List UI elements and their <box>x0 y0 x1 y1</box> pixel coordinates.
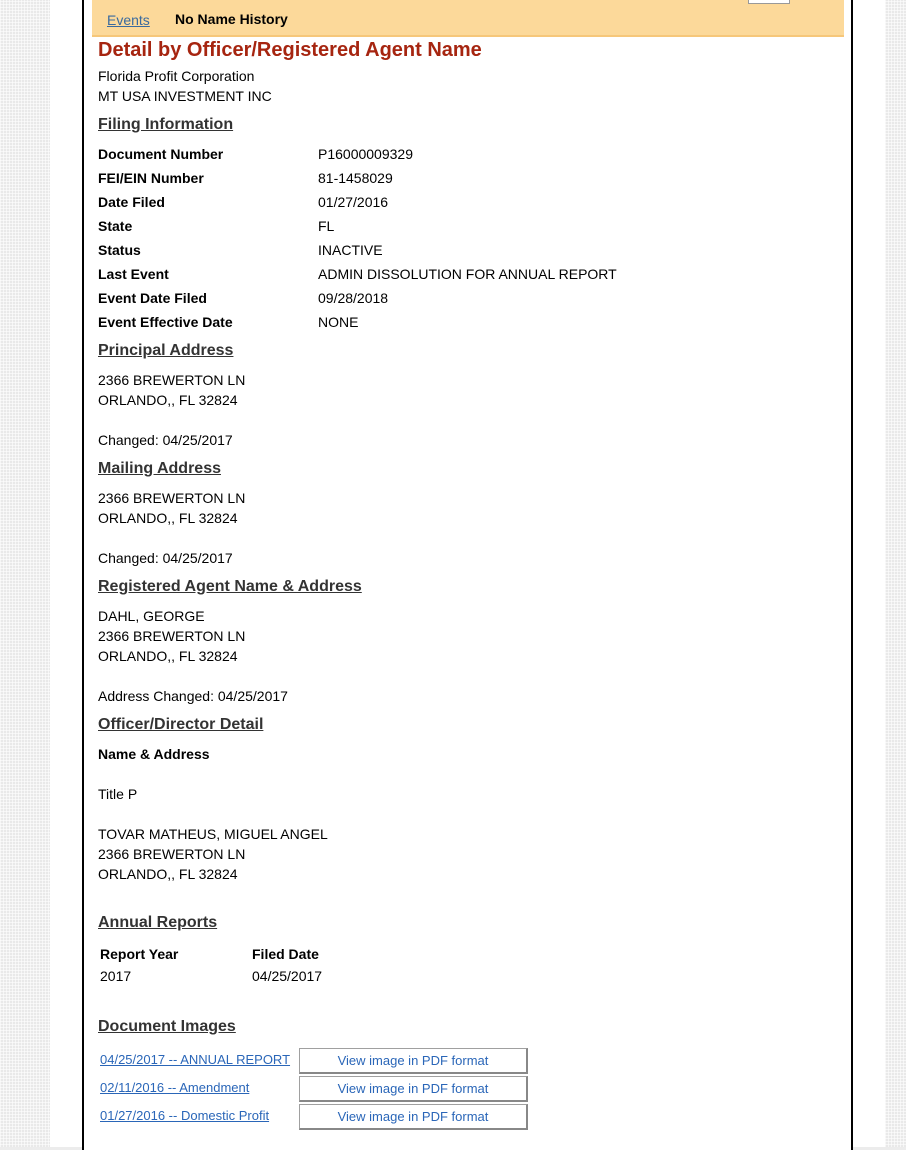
mailing-address-line2: ORLANDO,, FL 32824 <box>98 510 238 526</box>
officer-address-line2: ORLANDO,, FL 32824 <box>98 866 238 882</box>
filing-label-document-number: Document Number <box>98 146 224 162</box>
principal-address-heading: Principal Address <box>98 342 234 359</box>
page-title: Detail by Officer/Registered Agent Name <box>98 39 482 61</box>
annual-row-date: 04/25/2017 <box>252 968 323 984</box>
annual-col-filed-date: Filed Date <box>252 946 319 962</box>
filing-label-event-date-filed: Event Date Filed <box>98 290 207 306</box>
mailing-address-heading: Mailing Address <box>98 460 221 477</box>
filing-value-document-number: P16000009329 <box>318 146 413 162</box>
filing-information-heading: Filing Information <box>98 116 234 133</box>
filing-label-date-filed: Date Filed <box>98 194 165 210</box>
document-images-heading: Document Images <box>98 1018 236 1035</box>
entity-name: MT USA INVESTMENT INC <box>98 88 272 104</box>
officer-name: TOVAR MATHEUS, MIGUEL ANGEL <box>98 826 328 842</box>
filing-value-fei-ein: 81-1458029 <box>318 170 393 186</box>
filing-value-status: INACTIVE <box>318 242 383 258</box>
filing-label-event-effective-date: Event Effective Date <box>98 314 233 330</box>
document-link-amendment[interactable]: 02/11/2016 -- Amendment <box>100 1080 250 1095</box>
filing-label-fei-ein: FEI/EIN Number <box>98 170 204 186</box>
no-name-history-label: No Name History <box>175 11 288 27</box>
principal-address-changed: Changed: 04/25/2017 <box>98 432 233 448</box>
entity-type: Florida Profit Corporation <box>98 68 255 84</box>
filing-label-last-event: Last Event <box>98 266 169 282</box>
view-pdf-button[interactable]: View image in PDF format <box>299 1104 528 1130</box>
annual-reports-heading: Annual Reports <box>98 914 218 931</box>
document-link-domestic-profit[interactable]: 01/27/2016 -- Domestic Profit <box>100 1108 270 1123</box>
registered-agent-heading: Registered Agent Name & Address <box>98 578 362 595</box>
filing-value-last-event: ADMIN DISSOLUTION FOR ANNUAL REPORT <box>318 266 617 282</box>
view-pdf-button[interactable]: View image in PDF format <box>299 1048 528 1074</box>
annual-col-report-year: Report Year <box>100 946 179 962</box>
filing-value-date-filed: 01/27/2016 <box>318 194 389 210</box>
document-link-annual-report[interactable]: 04/25/2017 -- ANNUAL REPORT <box>100 1052 291 1067</box>
filing-value-event-effective-date: NONE <box>318 314 359 330</box>
mailing-address-changed: Changed: 04/25/2017 <box>98 550 233 566</box>
registered-agent-name: DAHL, GEORGE <box>98 608 205 624</box>
mailing-address-line1: 2366 BREWERTON LN <box>98 490 246 506</box>
filing-label-status: Status <box>98 242 141 258</box>
registered-agent-changed: Address Changed: 04/25/2017 <box>98 688 288 704</box>
nav-bar <box>92 0 844 37</box>
filing-value-event-date-filed: 09/28/2018 <box>318 290 389 306</box>
background-left <box>0 0 50 1148</box>
principal-address-line1: 2366 BREWERTON LN <box>98 372 246 388</box>
background-right <box>885 0 906 1148</box>
annual-row-year: 2017 <box>100 968 132 984</box>
registered-agent-line1: 2366 BREWERTON LN <box>98 628 246 644</box>
principal-address-line2: ORLANDO,, FL 32824 <box>98 392 238 408</box>
officer-director-heading: Officer/Director Detail <box>98 716 264 733</box>
nav-button-partial[interactable] <box>748 0 790 4</box>
events-link[interactable]: Events <box>107 12 150 28</box>
view-pdf-button[interactable]: View image in PDF format <box>299 1076 528 1102</box>
officer-name-address-header: Name & Address <box>98 746 210 762</box>
filing-label-state: State <box>98 218 133 234</box>
officer-address-line1: 2366 BREWERTON LN <box>98 846 246 862</box>
officer-title: Title P <box>98 786 138 802</box>
registered-agent-line2: ORLANDO,, FL 32824 <box>98 648 238 664</box>
filing-value-state: FL <box>318 218 335 234</box>
